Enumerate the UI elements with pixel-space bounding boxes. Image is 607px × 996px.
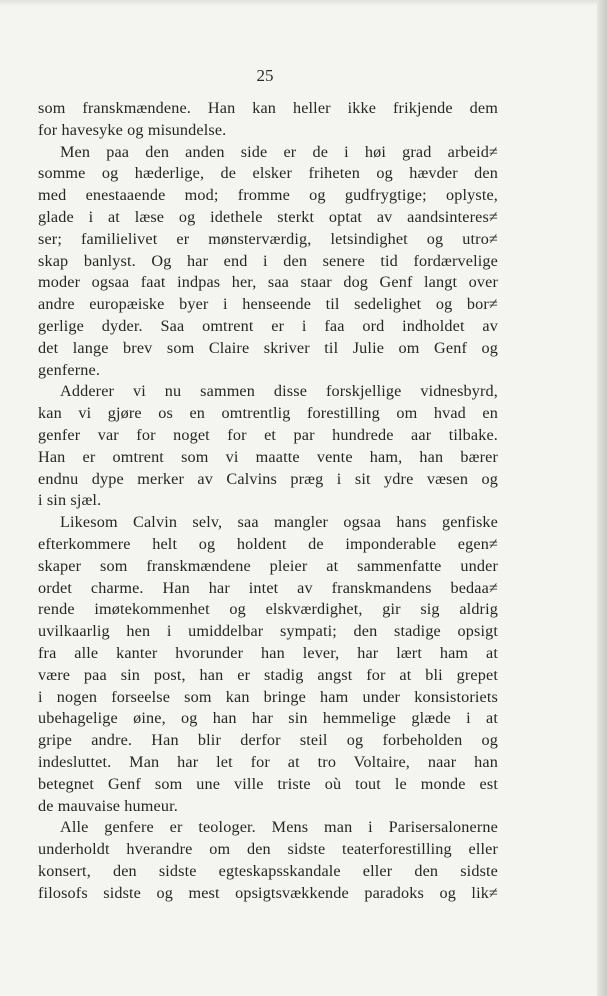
text-line: indesluttet. Man har let for at tro Voltaire, naar han bbox=[38, 752, 498, 771]
page-number: 25 bbox=[256, 66, 274, 85]
text-line: i sin sjæl. bbox=[38, 491, 102, 510]
text-line: Likesom Calvin selv, saa mangler ogsaa hans genfiske bbox=[60, 513, 498, 532]
text-line: glade i at læse og idethele sterkt optat av aandsinteres≠ bbox=[38, 207, 498, 226]
text-line: efterkommere helt og holdent de imponderable egen≠ bbox=[38, 534, 498, 553]
text-line: være paa sin post, han er stadig angst for at bli grepet bbox=[38, 665, 498, 684]
text-line: ser; familielivet er mønsterværdig, letsindighet og utro≠ bbox=[38, 229, 498, 248]
text-line: konsert, den sidste egteskapsskandale eller den sidste bbox=[38, 861, 498, 880]
text-line: kan vi gjøre os en omtrentlig forestilling om hvad en bbox=[38, 404, 498, 423]
text-line: Adderer vi nu sammen disse forskjellige vidnesbyrd, bbox=[60, 382, 498, 401]
text-line: moder ogsaa faat indpas her, saa staar dog Genf langt over bbox=[38, 273, 498, 292]
text-line: for havesyke og misundelse. bbox=[38, 120, 227, 139]
text-line: det lange brev som Claire skriver til Julie om Genf og bbox=[38, 338, 498, 357]
text-line: somme og hæderlige, de elsker friheten og hævder den bbox=[38, 164, 498, 183]
text-line: endnu dype merker av Calvins præg i sit ydre væsen og bbox=[38, 469, 498, 488]
text-line: skaper som franskmændene pleier at sammenfatte under bbox=[38, 556, 498, 575]
text-line: ordet charme. Han har intet av franskmandens bedaa≠ bbox=[38, 578, 498, 597]
text-line: Alle genfere er teologer. Mens man i Parisersalonerne bbox=[60, 818, 498, 837]
text-line: med enestaaende mod; fromme og gudfrygtige; oplyste, bbox=[38, 186, 498, 205]
text-line: ubehagelige øine, og han har sin hemmelige glæde i at bbox=[38, 709, 498, 728]
text-line: i nogen forseelse som kan bringe ham under konsistoriets bbox=[38, 687, 498, 706]
text-line: Men paa den anden side er de i høi grad arbeid≠ bbox=[60, 142, 498, 161]
text-line: underholdt hverandre om den sidste teaterforestilling eller bbox=[38, 840, 498, 859]
text-line: genfer var for noget for et par hundrede aar tilbake. bbox=[38, 425, 498, 444]
body-text bbox=[38, 98, 498, 904]
text-line: Han er omtrent som vi maatte vente ham, han bærer bbox=[38, 447, 498, 466]
text-line: gerlige dyder. Saa omtrent er i faa ord indholdet av bbox=[38, 316, 498, 335]
text-line: betegnet Genf som une ville triste où tout le monde est bbox=[38, 774, 498, 793]
text-line: andre europæiske byer i henseende til sedelighet og bor≠ bbox=[38, 295, 498, 314]
text-line: som franskmændene. Han kan heller ikke frikjende dem bbox=[38, 99, 498, 117]
text-line: fra alle kanter hvorunder han lever, har lært ham at bbox=[38, 643, 498, 662]
scan-right-edge bbox=[597, 0, 607, 996]
text-line: skap banlyst. Og har end i den senere tid fordærvelige bbox=[38, 251, 498, 270]
text-line: de mauvaise humeur. bbox=[38, 796, 178, 815]
scan-top-edge bbox=[0, 0, 607, 6]
text-line: genferne. bbox=[38, 360, 101, 379]
text-line: rende imøtekommenhet og elskværdighet, gir sig aldrig bbox=[38, 600, 498, 619]
text-line: gripe andre. Han blir derfor steil og forbeholden og bbox=[38, 731, 498, 750]
text-line: filosofs sidste og mest opsigtsvækkende paradoks og lik≠ bbox=[38, 883, 498, 902]
text-line: uvilkaarlig hen i umiddelbar sympati; den stadige opsigt bbox=[38, 622, 498, 641]
